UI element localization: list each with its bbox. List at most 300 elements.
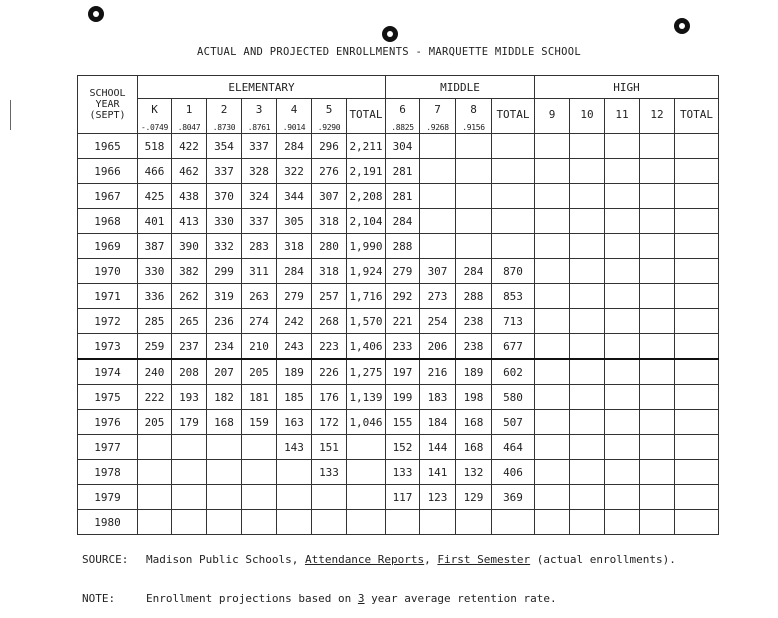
grade-header: TOTAL [675, 99, 719, 134]
year-cell: 1974 [78, 359, 138, 385]
enrollment-cell [277, 485, 312, 510]
enrollment-cell: 284 [277, 134, 312, 159]
enrollment-cell: 337 [242, 134, 277, 159]
enrollment-cell [675, 309, 719, 334]
enrollment-cell [570, 184, 605, 209]
table-row [78, 435, 719, 460]
year-cell: 1968 [78, 209, 138, 234]
enrollment-cell: 438 [172, 184, 207, 209]
enrollment-cell [492, 159, 535, 184]
year-cell: 1979 [78, 485, 138, 510]
retention-rate: .9014 [282, 123, 306, 132]
enrollment-cell: 307 [420, 259, 456, 284]
enrollment-cell [675, 134, 719, 159]
enrollment-cell: 332 [207, 234, 242, 259]
projection-note: NOTE: Enrollment projections based on 3 year average retention rate. [82, 592, 557, 605]
enrollment-cell: 243 [277, 334, 312, 360]
enrollment-cell [640, 460, 675, 485]
enrollment-cell: 354 [207, 134, 242, 159]
enrollment-cell: 602 [492, 359, 535, 385]
table-row [78, 134, 719, 159]
enrollment-cell: 1,139 [347, 385, 386, 410]
enrollment-cell [605, 259, 640, 284]
enrollment-cell: 208 [172, 359, 207, 385]
enrollment-cell: 713 [492, 309, 535, 334]
margin-mark [10, 100, 11, 130]
enrollment-cell [640, 385, 675, 410]
enrollment-cell [420, 134, 456, 159]
enrollment-cell: 1,570 [347, 309, 386, 334]
grade-header: TOTAL [492, 99, 535, 134]
enrollment-cell [570, 309, 605, 334]
table-row [78, 485, 719, 510]
grade-header: 12 [640, 99, 675, 134]
enrollment-cell [675, 259, 719, 284]
enrollment-cell: 276 [312, 159, 347, 184]
enrollment-cell [207, 485, 242, 510]
enrollment-cell: 117 [386, 485, 420, 510]
enrollment-cell [492, 134, 535, 159]
year-cell: 1977 [78, 435, 138, 460]
enrollment-cell [605, 410, 640, 435]
enrollment-cell [535, 309, 570, 334]
enrollment-cell [535, 435, 570, 460]
enrollment-cell: 296 [312, 134, 347, 159]
retention-rate: .9290 [317, 123, 341, 132]
enrollment-cell: 337 [242, 209, 277, 234]
enrollment-cell: 580 [492, 385, 535, 410]
year-cell: 1978 [78, 460, 138, 485]
enrollment-cell: 285 [138, 309, 172, 334]
enrollment-cell: 257 [312, 284, 347, 309]
enrollment-cell: 206 [420, 334, 456, 360]
enrollment-cell [138, 460, 172, 485]
enrollment-cell: 462 [172, 159, 207, 184]
enrollment-cell [456, 209, 492, 234]
enrollment-cell: 1,990 [347, 234, 386, 259]
enrollment-cell: 677 [492, 334, 535, 360]
enrollment-cell [675, 485, 719, 510]
enrollment-cell [535, 334, 570, 360]
enrollment-cell [535, 385, 570, 410]
enrollment-cell [570, 159, 605, 184]
enrollment-cell: 330 [138, 259, 172, 284]
enrollment-cell [207, 460, 242, 485]
enrollment-cell: 279 [386, 259, 420, 284]
enrollment-cell [242, 435, 277, 460]
enrollment-cell: 2,191 [347, 159, 386, 184]
enrollment-cell: 422 [172, 134, 207, 159]
enrollment-cell [605, 485, 640, 510]
enrollment-cell [675, 460, 719, 485]
enrollment-cell [605, 359, 640, 385]
enrollment-cell [640, 485, 675, 510]
enrollment-cell [456, 134, 492, 159]
enrollment-cell: 133 [312, 460, 347, 485]
enrollment-cell: 182 [207, 385, 242, 410]
grade-header-row [78, 99, 719, 134]
enrollment-cell: 284 [386, 209, 420, 234]
enrollment-cell: 184 [420, 410, 456, 435]
enrollment-cell [640, 359, 675, 385]
enrollment-cell: 330 [207, 209, 242, 234]
enrollment-cell: 199 [386, 385, 420, 410]
enrollment-cell [675, 410, 719, 435]
enrollment-cell [207, 435, 242, 460]
grade-header: K -.0749 [138, 99, 172, 134]
enrollment-cell: 159 [242, 410, 277, 435]
enrollment-cell: 284 [456, 259, 492, 284]
enrollment-cell: 1,716 [347, 284, 386, 309]
elementary-group-header: ELEMENTARY [138, 76, 386, 99]
enrollment-cell [347, 460, 386, 485]
enrollment-cell [675, 209, 719, 234]
table-row [78, 309, 719, 334]
table-row [78, 259, 719, 284]
enrollment-cell: 280 [312, 234, 347, 259]
grade-header: 7 .9268 [420, 99, 456, 134]
enrollment-cell: 328 [242, 159, 277, 184]
enrollment-cell: 466 [138, 159, 172, 184]
year-cell: 1980 [78, 510, 138, 535]
retention-rate: .8730 [212, 123, 236, 132]
enrollment-cell [456, 234, 492, 259]
enrollment-cell [492, 234, 535, 259]
year-cell: 1966 [78, 159, 138, 184]
enrollment-cell: 205 [242, 359, 277, 385]
enrollment-cell: 370 [207, 184, 242, 209]
enrollment-cell: 344 [277, 184, 312, 209]
grade-header: 9 [535, 99, 570, 134]
enrollment-cell: 210 [242, 334, 277, 360]
enrollment-cell: 129 [456, 485, 492, 510]
enrollment-cell: 236 [207, 309, 242, 334]
enrollment-cell [570, 234, 605, 259]
grade-header: TOTAL [347, 99, 386, 134]
enrollment-cell [420, 184, 456, 209]
enrollment-cell [675, 510, 719, 535]
enrollment-cell [640, 284, 675, 309]
enrollment-cell: 216 [420, 359, 456, 385]
table-row [78, 359, 719, 385]
enrollment-cell: 263 [242, 284, 277, 309]
enrollment-cell: 238 [456, 334, 492, 360]
enrollment-cell [535, 410, 570, 435]
enrollment-cell [456, 184, 492, 209]
enrollment-cell: 337 [207, 159, 242, 184]
enrollment-cell [535, 284, 570, 309]
enrollment-cell [570, 460, 605, 485]
retention-rate: -.0749 [140, 123, 169, 132]
enrollment-cell: 281 [386, 184, 420, 209]
enrollment-cell: 172 [312, 410, 347, 435]
enrollment-cell: 853 [492, 284, 535, 309]
enrollment-cell: 322 [277, 159, 312, 184]
enrollment-cell: 141 [420, 460, 456, 485]
enrollment-cell [640, 184, 675, 209]
enrollment-cell [420, 159, 456, 184]
enrollment-cell: 1,275 [347, 359, 386, 385]
enrollment-cell: 205 [138, 410, 172, 435]
enrollment-cell: 268 [312, 309, 347, 334]
enrollment-cell [605, 159, 640, 184]
enrollment-cell: 152 [386, 435, 420, 460]
enrollment-cell: 284 [277, 259, 312, 284]
enrollment-cell: 1,924 [347, 259, 386, 284]
enrollment-cell: 274 [242, 309, 277, 334]
table-row [78, 234, 719, 259]
enrollment-cell: 193 [172, 385, 207, 410]
grade-header: 8 .9156 [456, 99, 492, 134]
enrollment-cell [640, 259, 675, 284]
enrollment-cell [675, 359, 719, 385]
enrollment-cell: 168 [456, 410, 492, 435]
enrollment-cell [605, 309, 640, 334]
enrollment-cell: 299 [207, 259, 242, 284]
enrollment-cell: 390 [172, 234, 207, 259]
table-row [78, 410, 719, 435]
enrollment-cell [492, 209, 535, 234]
enrollment-cell [535, 460, 570, 485]
enrollment-cell [570, 259, 605, 284]
enrollment-cell [535, 184, 570, 209]
enrollment-cell: 279 [277, 284, 312, 309]
enrollment-cell [640, 309, 675, 334]
year-cell: 1969 [78, 234, 138, 259]
enrollment-cell: 406 [492, 460, 535, 485]
enrollment-cell [605, 134, 640, 159]
year-cell: 1971 [78, 284, 138, 309]
grade-header: 1 .8047 [172, 99, 207, 134]
enrollment-cell: 304 [386, 134, 420, 159]
high-group-header: HIGH [535, 76, 719, 99]
enrollment-cell: 185 [277, 385, 312, 410]
enrollment-cell [570, 134, 605, 159]
enrollment-cell: 2,211 [347, 134, 386, 159]
year-cell: 1975 [78, 385, 138, 410]
enrollment-cell: 223 [312, 334, 347, 360]
enrollment-cell: 281 [386, 159, 420, 184]
enrollment-cell [570, 385, 605, 410]
enrollment-cell [570, 485, 605, 510]
enrollment-cell: 288 [456, 284, 492, 309]
enrollment-cell: 305 [277, 209, 312, 234]
enrollment-cell [172, 460, 207, 485]
enrollment-cell: 176 [312, 385, 347, 410]
year-cell: 1970 [78, 259, 138, 284]
grade-header: 2 .8730 [207, 99, 242, 134]
enrollment-cell [605, 460, 640, 485]
enrollment-cell: 318 [312, 259, 347, 284]
enrollment-cell: 1,046 [347, 410, 386, 435]
enrollment-cell: 133 [386, 460, 420, 485]
retention-rate: .8825 [391, 123, 414, 132]
enrollment-cell [172, 485, 207, 510]
enrollment-cell [570, 334, 605, 360]
enrollment-cell [420, 234, 456, 259]
enrollment-cell: 144 [420, 435, 456, 460]
enrollment-cell [570, 359, 605, 385]
enrollment-cell [138, 485, 172, 510]
middle-group-header: MIDDLE [386, 76, 535, 99]
enrollment-cell: 198 [456, 385, 492, 410]
enrollment-cell [172, 435, 207, 460]
grade-header: 6 .8825 [386, 99, 420, 134]
table-row [78, 159, 719, 184]
enrollment-cell: 262 [172, 284, 207, 309]
enrollment-cell: 318 [312, 209, 347, 234]
enrollment-cell [570, 209, 605, 234]
enrollment-cell: 183 [420, 385, 456, 410]
enrollment-cell: 336 [138, 284, 172, 309]
enrollment-cell: 222 [138, 385, 172, 410]
table-row [78, 460, 719, 485]
enrollment-cell: 240 [138, 359, 172, 385]
grade-header: 3 .8761 [242, 99, 277, 134]
table-row [78, 334, 719, 360]
enrollment-cell [640, 159, 675, 184]
enrollment-cell [605, 209, 640, 234]
grade-header: 11 [605, 99, 640, 134]
table-row [78, 385, 719, 410]
enrollment-cell: 143 [277, 435, 312, 460]
year-cell: 1973 [78, 334, 138, 360]
year-cell: 1967 [78, 184, 138, 209]
enrollment-cell [242, 460, 277, 485]
source-note: SOURCE: Madison Public Schools, Attendance Reports, First Semester (actual enrollments). [82, 553, 676, 566]
enrollment-cell: 318 [277, 234, 312, 259]
enrollment-cell [675, 184, 719, 209]
enrollment-cell [312, 485, 347, 510]
school-year-header: SCHOOL YEAR (SEPT) [78, 76, 138, 134]
enrollment-cell: 123 [420, 485, 456, 510]
enrollment-cell [138, 435, 172, 460]
enrollment-cell [675, 159, 719, 184]
enrollment-cell [640, 234, 675, 259]
enrollment-cell [640, 134, 675, 159]
enrollment-cell: 1,406 [347, 334, 386, 360]
enrollment-cell: 870 [492, 259, 535, 284]
enrollment-cell: 2,104 [347, 209, 386, 234]
enrollment-cell [456, 159, 492, 184]
enrollment-cell: 163 [277, 410, 312, 435]
enrollment-cell: 507 [492, 410, 535, 435]
enrollment-cell: 369 [492, 485, 535, 510]
punch-hole-left [88, 6, 104, 22]
enrollment-cell: 324 [242, 184, 277, 209]
enrollment-cell: 2,208 [347, 184, 386, 209]
enrollment-cell [535, 159, 570, 184]
enrollment-cell [420, 209, 456, 234]
enrollment-cell [570, 435, 605, 460]
enrollment-cell: 207 [207, 359, 242, 385]
enrollment-cell: 181 [242, 385, 277, 410]
enrollment-cell [535, 134, 570, 159]
year-cell: 1972 [78, 309, 138, 334]
grade-header: 10 [570, 99, 605, 134]
enrollment-cell [640, 209, 675, 234]
enrollment-cell [535, 259, 570, 284]
enrollment-cell [640, 334, 675, 360]
enrollment-cell: 168 [456, 435, 492, 460]
enrollment-cell [347, 485, 386, 510]
enrollment-cell [492, 184, 535, 209]
table-row [78, 284, 719, 309]
enrollment-cell: 319 [207, 284, 242, 309]
enrollment-cell: 234 [207, 334, 242, 360]
enrollment-cell: 401 [138, 209, 172, 234]
enrollment-cell: 382 [172, 259, 207, 284]
enrollment-cell: 259 [138, 334, 172, 360]
enrollment-cell: 307 [312, 184, 347, 209]
enrollment-cell: 179 [172, 410, 207, 435]
retention-rate: .9156 [462, 123, 485, 132]
grade-header: 5 .9290 [312, 99, 347, 134]
enrollment-cell: 413 [172, 209, 207, 234]
enrollment-cell [535, 485, 570, 510]
retention-rate: .9268 [426, 123, 449, 132]
year-cell: 1965 [78, 134, 138, 159]
enrollment-cell [605, 284, 640, 309]
grade-header: 4 .9014 [277, 99, 312, 134]
enrollment-cell [347, 435, 386, 460]
enrollment-cell: 226 [312, 359, 347, 385]
enrollment-cell [605, 184, 640, 209]
enrollment-cell [535, 234, 570, 259]
enrollment-cell [675, 435, 719, 460]
enrollment-cell: 518 [138, 134, 172, 159]
enrollment-cell [605, 334, 640, 360]
enrollment-cell: 132 [456, 460, 492, 485]
enrollment-cell: 189 [277, 359, 312, 385]
enrollment-cell: 311 [242, 259, 277, 284]
enrollment-cell: 464 [492, 435, 535, 460]
enrollment-table [77, 75, 719, 535]
enrollment-cell [640, 410, 675, 435]
enrollment-cell [535, 359, 570, 385]
enrollment-cell [605, 435, 640, 460]
enrollment-cell [570, 410, 605, 435]
enrollment-cell [605, 234, 640, 259]
enrollment-cell: 273 [420, 284, 456, 309]
enrollment-cell: 425 [138, 184, 172, 209]
enrollment-cell: 242 [277, 309, 312, 334]
enrollment-cell: 254 [420, 309, 456, 334]
enrollment-cell [535, 209, 570, 234]
enrollment-cell [675, 234, 719, 259]
enrollment-cell: 233 [386, 334, 420, 360]
table-row [78, 184, 719, 209]
retention-rate: .8047 [177, 123, 201, 132]
enrollment-cell: 221 [386, 309, 420, 334]
enrollment-cell: 237 [172, 334, 207, 360]
page-title: ACTUAL AND PROJECTED ENROLLMENTS - MARQUETTE MIDDLE SCHOOL [196, 46, 582, 58]
enrollment-cell [640, 435, 675, 460]
punch-hole-right [674, 18, 690, 34]
enrollment-cell [605, 385, 640, 410]
year-cell: 1976 [78, 410, 138, 435]
enrollment-cell: 238 [456, 309, 492, 334]
enrollment-cell [675, 284, 719, 309]
enrollment-cell: 288 [386, 234, 420, 259]
enrollment-cell: 197 [386, 359, 420, 385]
retention-rate: .8761 [247, 123, 271, 132]
enrollment-cell [570, 284, 605, 309]
punch-hole-center [382, 26, 398, 42]
enrollment-cell: 155 [386, 410, 420, 435]
enrollment-cell: 283 [242, 234, 277, 259]
enrollment-cell [277, 460, 312, 485]
